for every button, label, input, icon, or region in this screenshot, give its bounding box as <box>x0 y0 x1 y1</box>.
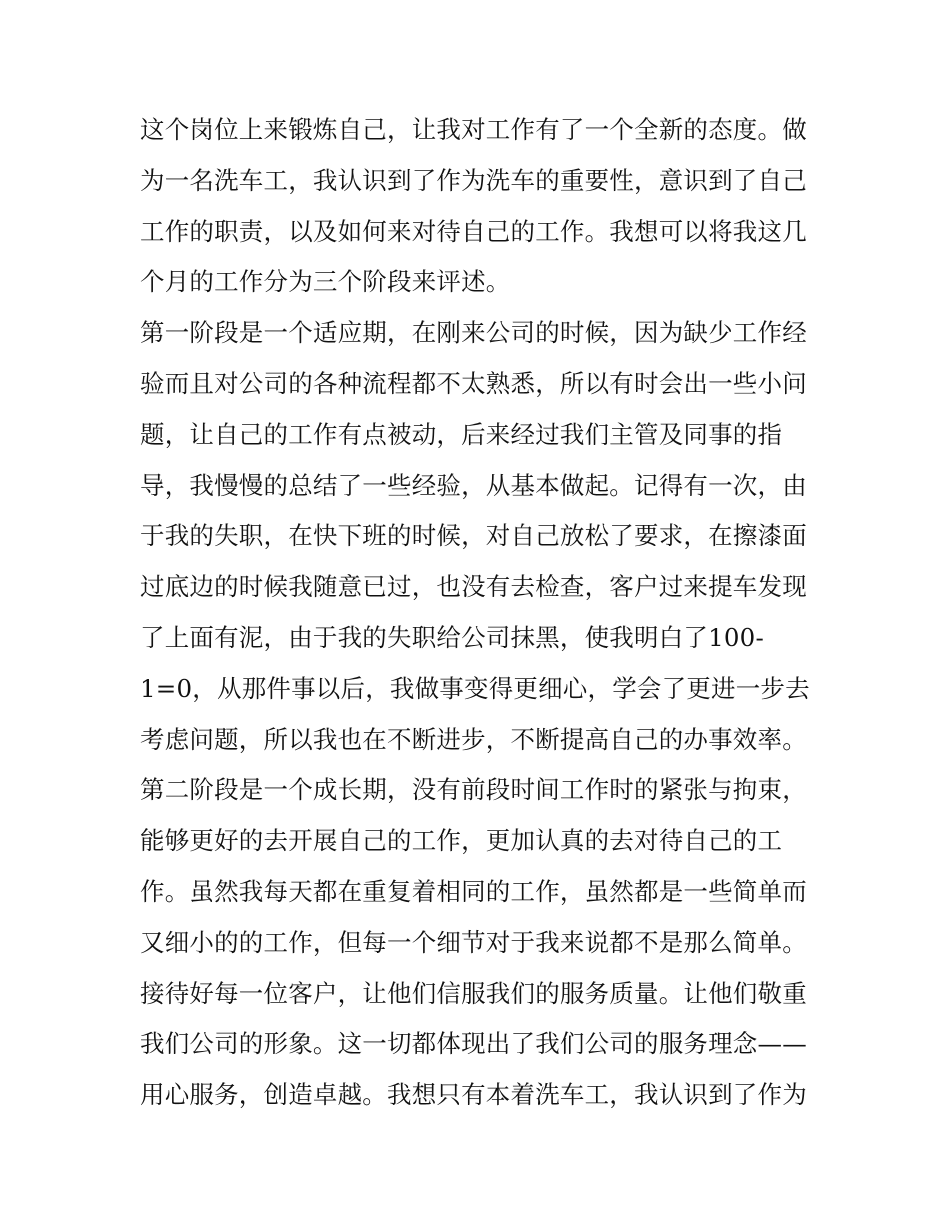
text-line: 工作的职责，以及如何来对待自己的工作。我想可以将我这几 <box>140 216 807 246</box>
body-text <box>140 105 820 1121</box>
text-line: 考虑问题，所以我也在不断进步，不断提高自己的办事效率。 <box>140 724 807 754</box>
text-line: 1=0，从那件事以后，我做事变得更细心，学会了更进一步去 <box>140 673 810 703</box>
text-line: 第一阶段是一个适应期，在刚来公司的时候，因为缺少工作经 <box>140 318 807 348</box>
text-line: 作。虽然我每天都在重复着相同的工作，虽然都是一些简单而 <box>140 876 807 906</box>
text-line: 于我的失职，在快下班的时候，对自己放松了要求，在擦漆面 <box>140 521 807 551</box>
text-line: 这个岗位上来锻炼自己，让我对工作有了一个全新的态度。做 <box>140 115 807 144</box>
text-line: 了上面有泥，由于我的失职给公司抹黑，使我明白了100- <box>140 622 764 652</box>
text-line: 第二阶段是一个成长期，没有前段时间工作时的紧张与拘束， <box>140 775 807 805</box>
text-line: 题，让自己的工作有点被动，后来经过我们主管及同事的指 <box>140 419 783 449</box>
text-line: 接待好每一位客户，让他们信服我们的服务质量。让他们敬重 <box>140 978 807 1008</box>
text-line: 为一名洗车工，我认识到了作为洗车的重要性，意识到了自己 <box>140 165 807 195</box>
text-line: 用心服务，创造卓越。我想只有本着洗车工，我认识到了作为 <box>140 1080 807 1110</box>
text-line: 导，我慢慢的总结了一些经验，从基本做起。记得有一次，由 <box>140 470 807 500</box>
text-line: 个月的工作分为三个阶段来评述。 <box>140 267 511 297</box>
text-line: 验而且对公司的各种流程都不太熟悉，所以有时会出一些小问 <box>140 368 807 398</box>
text-line: 过底边的时候我随意已过，也没有去检查，客户过来提车发现 <box>140 572 807 602</box>
text-line: 我们公司的形象。这一切都体现出了我们公司的服务理念—— <box>140 1029 807 1059</box>
text-line: 能够更好的去开展自己的工作，更加认真的去对待自己的工 <box>140 826 783 856</box>
text-line: 又细小的的工作，但每一个细节对于我来说都不是那么简单。 <box>140 927 807 957</box>
